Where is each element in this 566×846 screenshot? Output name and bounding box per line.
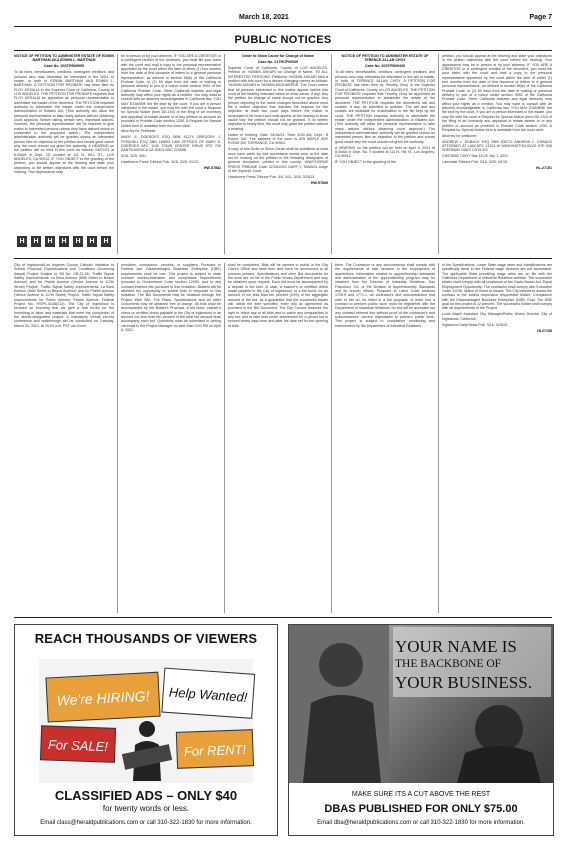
hiring-sign [46,672,160,722]
filing-dates: 3/18, 3/25, 4/01 [121,154,146,159]
column-divider [331,54,332,254]
for-sale-sign [40,726,115,763]
sign-rent-text: For RENT! [183,741,247,760]
ad-cta: CLASSIFIED ADS – ONLY $40 [54,788,238,803]
hearing-info: A HEARING on the petition will be held on April 8, 2021 at 8:30AM in Dept. No. 9 located at 111 N. Hill St., Los Angeles, CA 90012. [335,145,435,159]
column-divider [438,263,439,613]
column-divider [224,54,225,254]
notice-id: HW-57882 [203,166,221,171]
ad-contact[interactable]: Email dba@heraldpublications.com or call 310-322-1830 for more information. [317,820,525,826]
help-wanted-signs-illustration [35,657,257,785]
notice-col-2 [121,54,221,254]
sign-sale-text: For SALE! [47,737,109,755]
section-rule [14,617,552,618]
notary-seal-icon: H [17,236,27,247]
notice-title: Order to Show Cause for Change of Name [242,54,314,58]
notary-seal-icon: H [87,236,97,247]
ad-line-2: THE BACKBONE OF [395,658,502,670]
notice-body: Superior Court of California, County of LOS ANGELES. Petition of: YASMIN ASKARI for Change of Name. TO ALL INTERESTED PERSONS: Petitioner YASMIN ASKARI filed a petition with this court for a decree changing names as follows: YASMIN ASKARI to YASMIN ASGHARPUR. The Court orders that all persons interested in this matter appear before this court at the hearing indicated below to show cause, if any, why the petition for change of name should not be granted. Any person objecting to the name changes described above must file a written objection that includes the reasons for the objection at least two court days before the matter is scheduled to be heard and must appear at the hearing to show cause why the petition should not be granted. If no written objection is timely filed, the court may grant the petition without a hearing. [228,65,328,131]
attorney-info: MARY E. DOERGES ESQ SBN 51274 GREGORY J. FRISKNEL ESQ SBN 169691 LAW OFFICES OF MARY E. DOERGES APC 1100 TOWN CENTER DRIVE STE 700 SANTA MONICA CA 90401 BSC 219086 [121,135,221,153]
ad-cta: DBAS PUBLISHED FOR ONLY $75.00 [324,803,518,815]
column-divider [117,263,118,613]
column-divider [331,263,332,613]
help-wanted-sign [162,668,255,718]
publication-line: Inglewood Daily News Pub. 3/18, 3/25/21 [442,322,508,327]
notice-title: NOTICE OF PETITION TO ADMINISTER ESTATE OF TERENCE ALLAN CHOY [341,54,429,63]
dba-ad[interactable] [288,624,554,836]
sign-hiring-text: We're HIRING! [56,687,150,709]
notice-body: City of Inglewood/Los Angeles County Catholic Invitation to Submit Proposal (Specifications and Conditions Governing Award) Project Subject to SB No. CB-21-05: 'Traffic Signal Safety Improvements: La Brea Avenue (84th Street to Beach Avenue) and for Prairie Avenue (Venice Avenue to 117th Street) Project'. Traffic Signal Safety Improvements: La Brea Avenue (84th Street to Beach Avenue) and for Prairie Avenue (Venice Avenue to 117th Street) Project. Traffic Signal Safety Improvements for Public Avenue. Prairie Avenue: Federal Project No. HSIPL-5148(012). The City of Inglewood is focused on ensuring that we give a real forum for the furnishing of labor and materials that meet the completion of the above-designated project. A mandatory Virtual pre-bid conference and walkthrough will be conducted on Tuesday, March 30, 2021, at 10:00 a.m. PST via Zoom. [14,263,114,328]
publication-line: Lawndale Tribune Pub. 3/18, 3/25, 4/1/21 [442,160,508,165]
notary-seal-icon: H [31,236,41,247]
case-number: Case No. 21TRCP00069 [257,59,299,64]
case-number: Case No. 20STPB09439 [365,64,405,69]
case-number: Case No. 20STPB09955 [44,64,84,69]
ad-headline: REACH THOUSANDS OF VIEWERS [34,631,258,646]
sign-help-text: Help Wanted! [168,684,248,705]
notice-body-2: A copy of this Order to Show Cause shall be published at least once each week for four successive weeks prior to the date set for hearing on the petition in the following newspaper of general circulation, printed in this county: HAWTHORNE PRESS TRIBUNE. Date: 02/26/2021 GARY Y. TANAKA Judge of the Superior Court [228,147,328,173]
page-number: Page 7 [529,14,552,21]
notice-body: in the Specifications. Lower State wage rates and classifications are specifically listed in the Federal wage decision are not acceptable. The applicable State prevailing wage rates are on file with the California Department of Industrial Relations website. The successful bidder shall comply with all provisions of the Davis-Bacon Act. Equal Employment Opportunity: The contractor shall comply with Executive Order 11246. Notice of Intent to Award: The City intends to award the contract to the lowest responsive responsible bidder. Compliance with the Disadvantaged Business Enterprise (DBE) Goal: The DBE goal for this project is 12 percent. The successful bidder shall comply with all requirements of the Project. [442,263,552,311]
section-rule [14,258,552,259]
bid-notice-col-5 [442,263,552,613]
notice-body: providers, contractors, vendors, or suppliers. Pursuant to Federal law, Disadvantaged Business Enterprise (DBE) requirements shall be met. This project is subject to state contract nondiscrimination and compliance requirements pursuant to Government Code section 12990, and in any contract entered into pursuant to this Invitation. Bidders will be afforded full opportunity to submit bids in response to this invitation. The Bid Documents may be obtained through the Project Web Site. The Plans, Specifications and all other Documents may be obtained free of charge. All bids shall be accompanied by the Bidder's Proposal. A bid bond, cashier's check or certified check payable to the City of Inglewood in an amount not less than ten percent of the total bid amount shall accompany each bid. Questions must be submitted in writing via email to the Project Manager no later than 3:00 PM on April 6, 2021. [121,263,221,333]
publication-line: Hawthorne Press Tribune Pub. 3/18, 3/25, 4/1/21 [121,160,199,165]
bid-notice-col-4 [335,263,435,613]
column-divider [438,54,439,254]
notice-body: them. The Contractor or any subcontractor shall comply with the requirements of said sections in the employment of apprentices. Information relative to apprenticeship standards and administration of the apprenticeship program may be obtained from the Director of Industrial Relations, San Francisco, CA, or the Division of Apprenticeship Standards and its branch offices. Pursuant to Labor Code sections 1725.5 and 1771.1, all contractors and subcontractors that wish to bid on, be listed in a bid proposal, or enter into a contract to perform public work must be registered with the Department of Industrial Relations. No bid will be accepted nor any contract entered into without proof of the contractor's and subcontractors' current registration to perform public work. This project is subject to compliance monitoring and enforcement by the Department of Industrial Relations. [335,263,435,328]
notice-col-4 [335,54,435,254]
ad-line-3: YOUR BUSINESS. [395,673,532,692]
notice-title: NOTICE OF PETITION TO ADMINISTER ESTATE OF EDWIN BARTHAM AKA EDWIN L. BARTHAM [14,54,114,63]
signature-block: Louis Atwell Assistant City Manager/Public Works Director City of Inglewood, California [442,312,552,321]
notary-seal-icon: H [45,236,55,247]
notice-body: To all heirs, beneficiaries, creditors, contingent creditors, and persons who may otherwise be interested in the will or estate, or both, of TERENCE ALLAN CHOY. A PETITION FOR PROBATE has been filed by Timothy Choy in the Superior Court of California, County of LOS ANGELES. THE PETITION FOR PROBATE requests that Timothy Choy be appointed as personal representative to administer the estate of the decedent. THE PETITION requests the decedent's will and codicils, if any, be admitted to probate. The will and any codicils are available for examination in the file kept by the court. THE PETITION requests authority to administer the estate under the Independent Administration of Estates Act. (This authority will allow the personal representative to take many actions without obtaining court approval.) The independent administration authority will be granted unless an interested person files an objection to the petition and shows good cause why the court should not grant the authority. [335,70,435,144]
attorney-label: Attorney for Petitioner [121,129,156,134]
for-rent-sign [176,730,253,769]
notice-id: HI-27155 [537,328,552,333]
ad-tagline: MAKE SURE ITS A CUT ABOVE THE REST [351,791,491,798]
bid-notice-col-3 [228,263,328,613]
column-divider [224,263,225,613]
notice-id: HL-27151 [536,166,552,171]
ad-contact[interactable]: Email class@heraldpublications.com or call 310-322-1830 for more information. [40,820,252,826]
classified-ad[interactable] [14,624,278,836]
attorney-info: ANDREW L. EDBACK ESQ SBN 308722 ANDREW L. EDBACK ATTORNEY AT LAW APC 13101 W WASHINGTON BLVD STE 636 SHERMAN OAKS CA 91423 [442,139,552,153]
bid-notice-col-2 [121,263,221,613]
notice-body: shall be completed. Bids will be opened in public in the City Clerk's Office and shall then and there be announced to all persons present. Specifications and other Bid documents for the work are on file in the Public Works Department and may be obtained upon request. Each bid must be accompanied by a deposit in the form of cash, a cashier's or certified check made payable to the City of Inglewood, or a bid bond, for an amount of not less than ten percent (10%) of the aggregate amount of the bid, as a guarantee that the successful bidder will, within the time specified, enter into an agreement as provided in the Bid Document. The City Council reserves the right to reject any or all bids and to waive any irregularities in any bid, and to take bids under advisement for a period not to exceed ninety days from and after the date set for the opening of bids. [228,263,328,328]
issue-date: March 18, 2021 [239,14,289,21]
notary-seal-icon: H [59,236,69,247]
bid-notice-col-1 [14,263,114,613]
hearing-info: Notice of Hearing: Date: 04/16/21, Time: 8:30 AM, Dept.: B Room: 340. The address of the court is 825 MAPLE AVE ROOM 100 TORRANCE, CA 90503. [228,132,328,146]
publication-line: Hawthorne Press Tribune Pub. 3/4, 3/11, 3/18, 3/25/21 [228,174,315,179]
filing-dates: CN975062 CHOY Mar 18,25, Apr 1, 2021 [442,154,509,159]
notice-col-5 [442,54,552,254]
notary-seal-icon: H [101,236,111,247]
notice-body: petition, you should appear at the hearing and state your objections or file written objections with the court before the hearing. Your appearance may be in person or by your attorney. IF YOU ARE A CREDITOR or a contingent creditor of the decedent, you must file your claim with the court and mail a copy to the personal representative appointed by the court within the later of either (1) four months from the date of first issuance of letters to a general personal representative, as defined in section 58(b) of the California Probate Code, or (2) 60 days from the date of mailing or personal delivery to you of a notice under section 9052 of the California Probate Code. Other California statutes and legal authority may affect your rights as a creditor. You may want to consult with an attorney knowledgeable in California law. YOU MAY EXAMINE the file kept by the court. If you are a person interested in the estate, you may file with the court a Request for Special Notice (form DE-154) of the filing of an inventory and appraisal of estate assets or of any petition or account as provided in Probate Code section 1250. A Request for Special Notice form is available from the court clerk. [442,54,552,132]
ad-line-1: YOUR NAME IS [395,637,517,656]
notice-col-1 [14,54,114,232]
attorney-label: Attorney for petitioner: [442,133,478,138]
section-title: PUBLIC NOTICES [234,34,332,46]
notice-body: be in person or by your attorney. IF YOU ARE A CREDITOR or a contingent creditor of the decedent, you must file your claim with the court and mail a copy to the personal representative appointed by the court within the later of either (1) four months from the date of first issuance of letters to a general personal representative, as defined in section 58(b) of the California Probate Code, or (2) 60 days from the date of mailing or personal delivery to you of a notice under section 9052 of the California Probate Code. Other California statutes and legal authority may affect your rights as a creditor. You may want to consult with an attorney knowledgeable in California law. YOU MAY EXAMINE the file kept by the court. If you are a person interested in the estate, you may file with the court a Request for Special Notice (form DE-154) of the filing of an inventory and appraisal of estate assets or of any petition or account as provided in Probate Code section 1250. A Request for Special Notice form is available from the court clerk. [121,54,221,128]
ad-subtitle: for twenty words or less. [102,804,190,813]
header-rule [14,26,552,27]
page-header [14,14,552,24]
column-divider [117,54,118,254]
section-rule [14,50,552,51]
notice-body: To all heirs, beneficiaries, creditors, contingent creditors, and persons who may otherwise be interested in the WILL or estate, or both of EDWIN BARTHAM AKA EDWIN L. BARTHAM. A PETITION FOR PROBATE has been filed by FLOY KESALIA in the Superior Court of California, County of LOS ANGELES. THE PETITION FOR PROBATE requests that FLOY KESALIA be appointed as personal representative to administer the estate of the decedent. The PETITION requests authority to administer the estate under the Independent Administration of Estates Act. (This authority will allow the personal representative to take many actions without obtaining court approval. Before taking certain very important actions, however, the personal representative will be required to give notice to interested persons unless they have waived notice or consented to the proposed action.) The independent administration authority will be granted unless an interested person files an objection to the petition and shows good cause why the court should not grant the authority. A HEARING on the petition will be held in this court as follows: 04/07/21 at 8:30AM in Dept. 2D located at 111 N. HILL ST., LOS ANGELES, CA 90012. IF YOU OBJECT to the granting of the petition, you should appear at the hearing and state your objections or file written objections with the court before the hearing. Your appearance may [14,70,114,175]
notary-seal-icon: H [73,236,83,247]
objection-text: IF YOU OBJECT to the granting of the [335,160,396,165]
notice-id: HW-57849 [310,180,328,185]
notice-col-3 [228,54,328,254]
barber-photo [289,625,553,783]
